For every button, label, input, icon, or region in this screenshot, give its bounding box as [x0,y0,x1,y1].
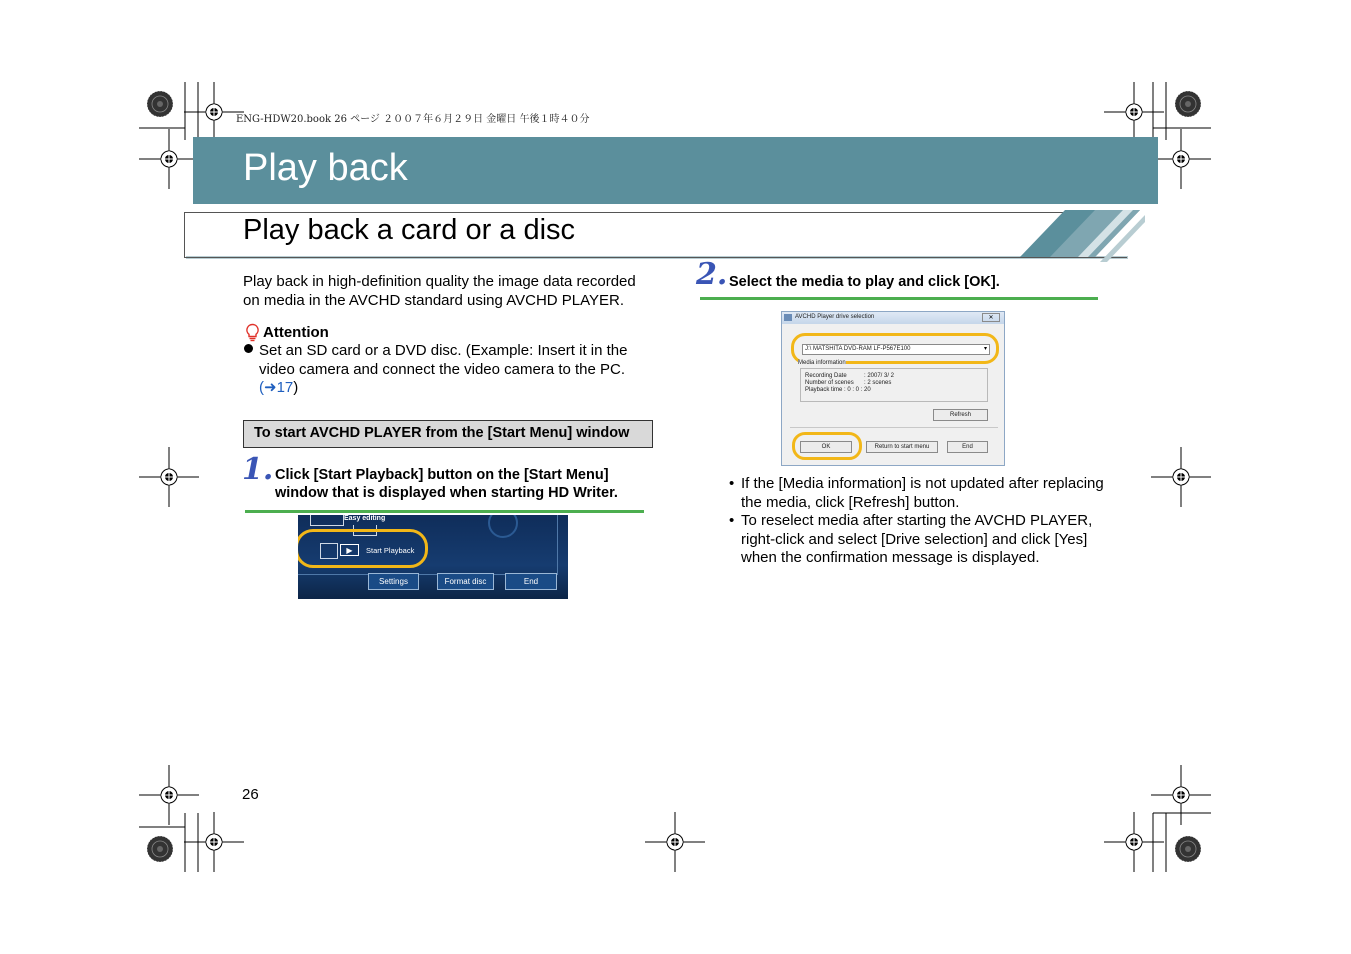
step-2-number: 2. [696,257,728,292]
note-line: right-click and select [Drive selection] and click [Yes] [741,530,1088,548]
note-line: If the [Media information] is not updated after replacing [741,475,1104,492]
print-header-note: ENG-HDW20.book 26 ページ ２００７年６月２９日 金曜日 午後１時４０分 [236,114,590,125]
dropdown-arrow-icon: ▾ [983,346,987,352]
page-number: 26 [242,786,259,803]
attention-text [259,342,627,398]
page-title: Play back [243,147,408,189]
scenes-value: : 2 scenes [864,380,892,386]
lightbulb-icon [245,323,260,342]
refresh-button[interactable]: Refresh [933,409,988,421]
drive-select-value: J:\ MATSHITA DVD-RAM LF-P567E100 [805,346,911,352]
playback-time: Playback time : 0 : 0 : 20 [805,387,871,393]
note-bullet: • [729,512,735,529]
note-bullet: • [729,475,735,492]
intro-paragraph [243,273,636,310]
step-1-line: Click [Start Playback] button on the [Start Menu] [275,467,609,483]
format-disc-button[interactable]: Format disc [437,573,494,590]
subtitle-stripes-decoration [1020,210,1145,262]
section-heading-box: To start AVCHD PLAYER from the [Start Menu] window [243,420,653,448]
return-to-start-menu-button[interactable]: Return to start menu [866,441,938,453]
step-2-text: Select the media to play and click [OK]. [729,274,1000,290]
step-2-notes [729,475,1104,568]
note-line: when the confirmation message is displayed. [741,549,1040,566]
ok-highlight [792,432,862,460]
note-item [729,475,1104,512]
app-icon [784,314,792,321]
end-button[interactable]: End [505,573,557,590]
intro-line: Play back in high-definition quality the image data recorded [243,273,636,290]
start-playback-highlight [298,529,428,568]
start-menu-screenshot [298,515,568,599]
ref-close: ) [293,379,299,396]
start-playback-button[interactable]: Start Playback [366,546,415,555]
bullet-dot [244,344,253,353]
attention-heading: Attention [263,324,329,341]
note-line: the media, click [Refresh] button. [741,493,960,511]
dialog-divider [790,427,998,428]
ok-button[interactable]: OK [800,441,852,453]
disc-graphic [483,515,523,540]
attention-ref [259,379,627,398]
recording-date-label: Recording Date [805,373,847,379]
page-ref-link[interactable]: ➜17 [264,379,294,396]
easy-editing-icon [310,515,344,526]
intro-line: on media in the AVCHD standard using AVCHD PLAYER. [243,291,625,309]
attention-line: video camera and connect the video camera to the PC. [259,360,626,378]
attention-line: Set an SD card or a DVD disc. (Example: Insert it in the [259,342,628,359]
ref-open: ( [259,379,264,396]
recording-date-value: : 2007/ 3/ 2 [864,373,895,379]
step-1-text [275,466,618,502]
scenes-label: Number of scenes [805,380,854,386]
media-info-label: Media information [798,360,846,366]
note-line: To reselect media after starting the AVCHD PLAYER, [741,512,1093,529]
drive-selection-dialog [781,311,1005,466]
section-title: Play back a card or a disc [243,214,576,246]
note-item [729,512,1104,568]
close-icon[interactable]: ✕ [982,313,1000,322]
play-icon: ▶ [340,544,359,556]
step-1-rule [245,510,644,513]
step-2-rule [700,297,1098,300]
step-1-number: 1. [242,452,274,487]
settings-button[interactable]: Settings [368,573,419,590]
end-dialog-button[interactable]: End [947,441,988,453]
dialog-title: AVCHD Player drive selection [795,314,875,320]
step-1-line: window that is displayed when starting HD Writer. [275,485,618,501]
easy-editing-label: Easy editing [344,515,386,522]
